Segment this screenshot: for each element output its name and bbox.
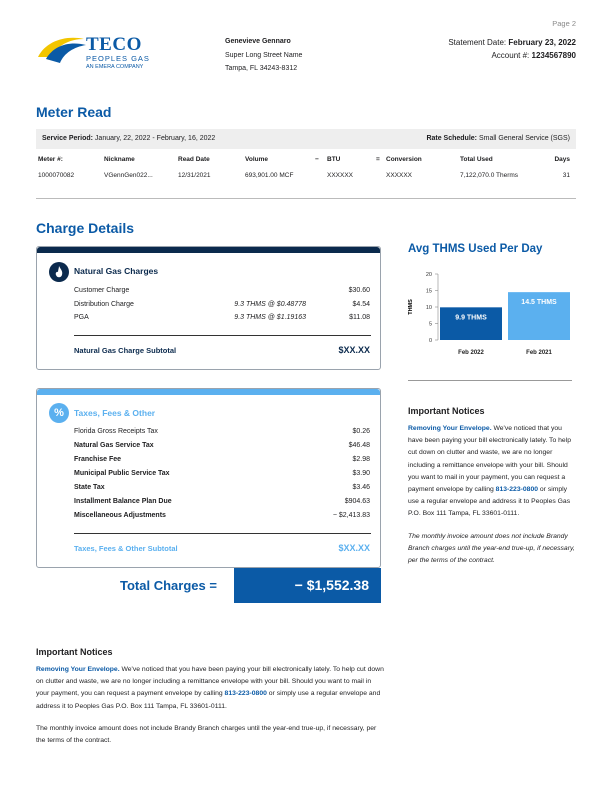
- side-notice-phone: 813-223-0800: [495, 486, 538, 494]
- flame-icon: [49, 262, 69, 282]
- col-conversion: Conversion: [386, 156, 422, 163]
- meter-table: [36, 156, 576, 186]
- side-notice-text: We've noticed that you have been paying your bill electronically lately. To help cut down on clutter and waste, we are no longer including a remittance envelope with your bill. Should you want to mail in your payment, you can request a payment envelope by calling: [408, 425, 571, 494]
- service-period-bar: [36, 129, 576, 149]
- col-btu: BTU: [327, 156, 341, 163]
- ng-row-detail: 9.3 THMS @ $0.48778: [234, 301, 306, 308]
- ng-row-label: Customer Charge: [74, 287, 130, 294]
- side-notices-title: Important Notices: [408, 406, 485, 416]
- side-notice-text2: or simply use a regular envelope and address it to Peoples Gas P.O. Box 111 Tampa, FL 33601-0111.: [408, 486, 571, 518]
- account-number: 1234567890: [531, 51, 576, 60]
- tax-row-amount: $904.63: [344, 498, 370, 505]
- ng-row-label: PGA: [74, 314, 89, 321]
- service-period-label: Service Period:: [42, 135, 93, 142]
- tax-row-label: Installment Balance Plan Due: [74, 498, 172, 505]
- col-nickname: Nickname: [104, 156, 135, 163]
- col-equals: =: [376, 156, 380, 163]
- customer-name: Genevieve Gennaro: [225, 38, 291, 45]
- meter-divider: [36, 198, 576, 199]
- logo-tagline: AN EMERA COMPANY: [86, 64, 144, 70]
- bottom-notice-text3: The monthly invoice amount does not include Brandy Branch charges until the year-end true-up, if necessary, per the terms of the contract.: [36, 724, 377, 745]
- bottom-notices-body: [36, 664, 386, 747]
- tax-subtotal: $XX.XX: [338, 543, 370, 553]
- avg-thms-chart: [402, 264, 576, 368]
- chart-divider: [408, 380, 572, 381]
- total-charges: − $1,552.38: [294, 577, 369, 593]
- address-line1: Super Long Street Name: [225, 51, 303, 59]
- tax-row-amount: $3.90: [352, 470, 370, 477]
- page-number: Page 2: [552, 19, 576, 28]
- col-read-date: Read Date: [178, 156, 210, 163]
- statement-date-label: Statement Date:: [448, 38, 507, 47]
- total-charges-box: [234, 568, 381, 603]
- bottom-notice-text: We've noticed that you have been paying your bill electronically lately. To help cut down on clutter and waste, we are no longer including a remittance envelope with your bill. Should you want to mail in your payment, you can request a payment envelope by calling: [36, 666, 384, 698]
- bottom-notice-text2: or simply use a regular envelope and address it to Peoples Gas P.O. Box 111 Tampa, FL 33601-0111.: [36, 690, 381, 710]
- cell-meter: 1000070082: [38, 172, 75, 179]
- logo-sub: PEOPLES GAS: [86, 54, 150, 63]
- tax-row-amount: $0.26: [352, 428, 370, 435]
- tax-row-label: Natural Gas Service Tax: [74, 442, 154, 449]
- chart-data-label: 14.5 THMS: [521, 299, 557, 307]
- cell-read-date: 12/31/2021: [178, 172, 211, 179]
- col-total-used: Total Used: [460, 156, 493, 163]
- teco-logo: [36, 33, 186, 75]
- col-minus: −: [315, 156, 319, 163]
- cell-conversion: XXXXXX: [386, 172, 413, 179]
- side-notice-lead: Removing Your Envelope.: [408, 425, 492, 432]
- ng-row-amount: $4.54: [352, 301, 370, 308]
- ng-subtotal-label: Natural Gas Charge Subtotal: [74, 346, 177, 355]
- tax-rule: [74, 533, 371, 534]
- chart-y-tick: 0: [428, 338, 432, 344]
- bottom-notice-phone: 813-223-0800: [224, 690, 267, 698]
- ng-row-detail: 9.3 THMS @ $1.19163: [234, 314, 306, 321]
- natural-gas-title: Natural Gas Charges: [74, 266, 159, 276]
- card-header-bar: [37, 389, 380, 395]
- logo-main: TECO: [86, 34, 142, 55]
- chart-y-tick: 10: [425, 305, 432, 311]
- chart-bar: [440, 307, 502, 340]
- card-header-bar: [37, 247, 380, 253]
- col-volume: Volume: [245, 156, 268, 163]
- flame-logo-icon: [36, 33, 88, 67]
- col-meter: Meter #:: [38, 156, 63, 163]
- chart-y-label: THMS: [408, 299, 414, 315]
- chart-y-tick: 15: [425, 288, 432, 295]
- taxes-title: Taxes, Fees & Other: [74, 408, 156, 418]
- tax-row-label: Miscellaneous Adjustments: [74, 512, 166, 519]
- tax-row-amount: $3.46: [352, 484, 370, 491]
- chart-y-tick: 20: [425, 272, 432, 278]
- natural-gas-card: [36, 246, 381, 370]
- taxes-card: [36, 388, 381, 568]
- tax-row-amount: $2.98: [352, 456, 370, 463]
- bottom-notices-title: Important Notices: [36, 647, 113, 657]
- side-notice-text3: The monthly invoice amount does not include Brandy Branch charges until the year-end true-up, if necessary, per the terms of the contract.: [408, 532, 575, 565]
- col-days: Days: [554, 156, 570, 163]
- percent-icon: %: [49, 403, 69, 423]
- charge-details-title: Charge Details: [36, 220, 135, 236]
- chart-title: Avg THMS Used Per Day: [408, 243, 543, 255]
- chart-x-tick: Feb 2021: [526, 350, 552, 356]
- rate-label: Rate Schedule:: [426, 135, 478, 142]
- service-period: January, 22, 2022 - February, 16, 2022: [94, 135, 216, 142]
- meter-read-title: Meter Read: [36, 104, 112, 120]
- cell-btu: XXXXXX: [327, 172, 354, 179]
- cell-days: 31: [562, 172, 570, 179]
- side-notices-body: [408, 423, 576, 567]
- chart-y-tick: 5: [428, 321, 432, 328]
- ng-subtotal: $XX.XX: [338, 345, 370, 355]
- tax-row-label: Franchise Fee: [74, 456, 122, 463]
- chart-data-label: 9.9 THMS: [455, 314, 487, 322]
- tax-row-label: State Tax: [74, 484, 105, 491]
- tax-row-amount: − $2,413.83: [332, 512, 370, 519]
- tax-row-amount: $46.48: [348, 442, 370, 449]
- ng-row-amount: $11.08: [349, 314, 370, 321]
- customer-address: [225, 35, 302, 76]
- tax-subtotal-label: Taxes, Fees & Other Subtotal: [74, 544, 178, 553]
- tax-row-label: Municipal Public Service Tax: [74, 470, 170, 477]
- ng-row-amount: $30.60: [348, 287, 370, 294]
- statement-date: February 23, 2022: [508, 38, 576, 47]
- cell-nickname: VGennGen022...: [104, 172, 153, 179]
- tax-row-label: Florida Gross Receipts Tax: [74, 428, 158, 435]
- ng-row-label: Distribution Charge: [74, 301, 134, 308]
- bottom-notice-lead: Removing Your Envelope.: [36, 666, 120, 673]
- statement-info: [400, 36, 576, 62]
- total-charges-label: Total Charges =: [120, 578, 217, 593]
- cell-total-used: 7,122,070.0 Therms: [460, 172, 519, 179]
- cell-volume: 693,901.00 MCF: [245, 172, 294, 179]
- chart-x-tick: Feb 2022: [458, 350, 484, 356]
- address-line2: Tampa, FL 34243-8312: [225, 65, 298, 72]
- ng-rule: [74, 335, 371, 336]
- account-label: Account #:: [491, 51, 530, 60]
- rate-schedule: Small General Service (SGS): [478, 135, 570, 142]
